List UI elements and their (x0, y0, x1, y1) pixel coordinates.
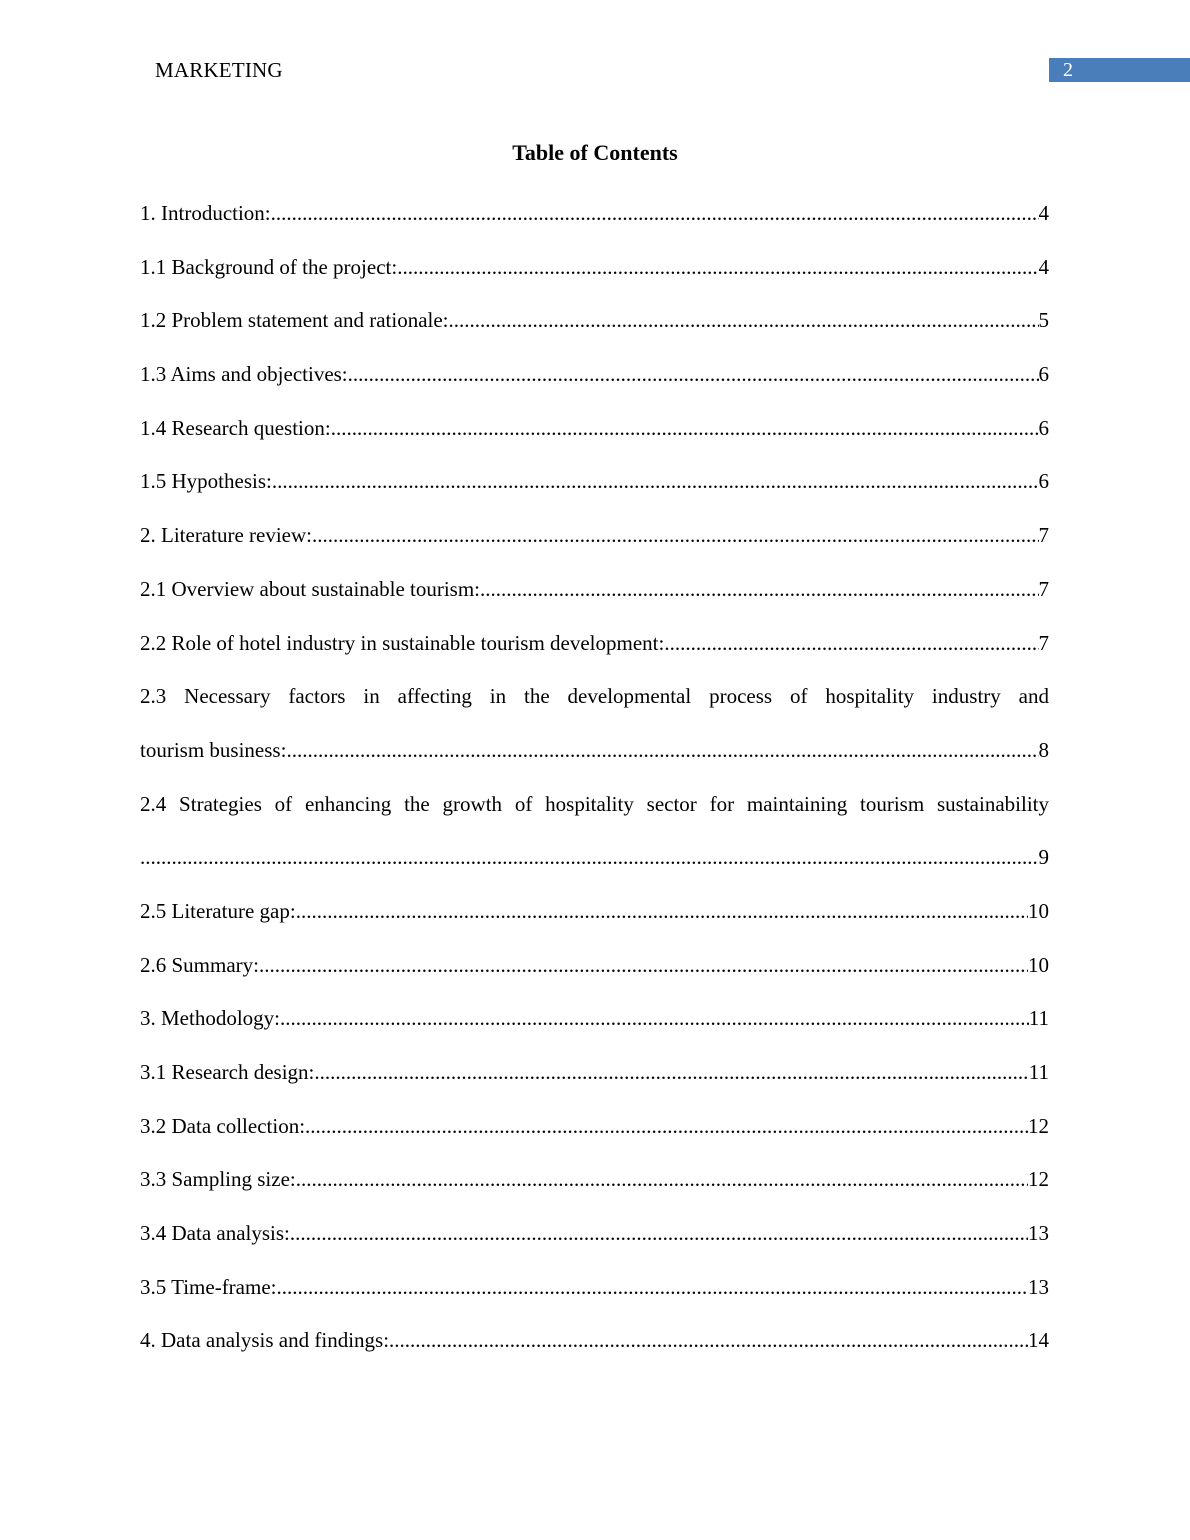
toc-entry-label: 3.2 Data collection: (140, 1113, 306, 1138)
toc-entry-page: 10 (1028, 952, 1049, 977)
table-of-contents (140, 196, 1049, 1377)
toc-entry-page: 6 (1038, 415, 1049, 440)
toc-entry[interactable] (140, 464, 1049, 518)
toc-entry-label: 3.4 Data analysis: (140, 1221, 290, 1246)
toc-entry[interactable] (140, 1323, 1049, 1377)
toc-entry-label: 3.1 Research design: (140, 1060, 315, 1084)
toc-entry-label: tourism business: (140, 737, 287, 762)
toc-entry-page: 13 (1028, 1274, 1049, 1299)
toc-entry-page: 4 (1038, 201, 1049, 225)
toc-entry-page: 6 (1038, 469, 1049, 494)
toc-entry[interactable] (140, 840, 1049, 894)
toc-entry[interactable] (140, 411, 1049, 465)
toc-leader-dots (259, 948, 1028, 982)
toc-entry-page: 7 (1038, 576, 1049, 601)
toc-leader-dots (290, 1216, 1028, 1250)
toc-entry[interactable] (140, 250, 1049, 304)
toc-entry[interactable] (140, 572, 1049, 626)
toc-entry[interactable] (140, 357, 1049, 411)
toc-entry[interactable] (140, 196, 1049, 250)
toc-leader-dots (305, 1109, 1028, 1143)
toc-entry-page: 7 (1038, 523, 1049, 548)
toc-entry-wrapped-line[interactable] (140, 679, 1049, 733)
running-header: MARKETING (155, 58, 283, 82)
toc-entry[interactable] (140, 626, 1049, 680)
toc-entry-page: 6 (1038, 362, 1049, 387)
toc-leader-dots (331, 411, 1039, 445)
toc-entry[interactable] (140, 948, 1049, 1002)
toc-leader-dots (664, 626, 1038, 660)
toc-entry[interactable] (140, 894, 1049, 948)
toc-entry-page: 4 (1038, 254, 1049, 279)
toc-entry-page: 5 (1038, 308, 1049, 333)
toc-entry-label: 2.5 Literature gap: (140, 898, 296, 923)
toc-entry-page: 12 (1028, 1113, 1049, 1138)
toc-entry-page: 14 (1028, 1328, 1049, 1353)
toc-entry-page: 9 (1038, 845, 1049, 870)
toc-entry-label: 3.3 Sampling size: (140, 1167, 296, 1192)
toc-entry[interactable] (140, 1109, 1049, 1163)
toc-entry[interactable] (140, 733, 1049, 787)
toc-entry[interactable] (140, 1162, 1049, 1216)
toc-leader-dots (271, 196, 1039, 230)
toc-leader-dots (312, 518, 1039, 552)
toc-entry-page: 13 (1028, 1221, 1049, 1246)
toc-leader-dots (296, 1162, 1028, 1196)
toc-entry-label: 1.3 Aims and objectives: (140, 362, 348, 387)
toc-entry-label: 2. Literature review: (140, 523, 312, 548)
toc-entry-label: 2.1 Overview about sustainable tourism: (140, 576, 481, 601)
toc-entry-label: 2.2 Role of hotel industry in sustainable tourism development: (140, 630, 665, 655)
toc-entry-page: 10 (1028, 898, 1049, 923)
toc-entry-label: 1. Introduction: (140, 201, 271, 225)
toc-leader-dots (280, 1001, 1029, 1035)
toc-entry[interactable] (140, 1055, 1049, 1109)
toc-entry-label: 1.4 Research question: (140, 415, 331, 440)
toc-entry-label: 1.5 Hypothesis: (140, 469, 272, 494)
toc-entry-page: 8 (1038, 737, 1049, 762)
toc-leader-dots (314, 1055, 1028, 1089)
toc-entry[interactable] (140, 1001, 1049, 1055)
toc-entry-wrapped-line[interactable] (140, 787, 1049, 841)
toc-entry-label: 1.2 Problem statement and rationale: (140, 308, 449, 333)
toc-entry-label: 2.6 Summary: (140, 952, 259, 977)
toc-leader-dots (296, 894, 1028, 928)
toc-entry-label: 4. Data analysis and findings: (140, 1328, 390, 1353)
toc-leader-dots (140, 840, 1039, 874)
toc-entry[interactable] (140, 303, 1049, 357)
toc-entry-page: 11 (1028, 1060, 1049, 1084)
toc-leader-dots (480, 572, 1038, 606)
toc-entry[interactable] (140, 518, 1049, 572)
toc-leader-dots (286, 733, 1038, 767)
toc-entry[interactable] (140, 1216, 1049, 1270)
toc-leader-dots (449, 303, 1039, 337)
toc-leader-dots (348, 357, 1039, 391)
toc-entry-label-line1: 2.3 Necessary factors in affecting in the developmental process of hospitality industry and (140, 684, 1049, 709)
toc-title: Table of Contents (512, 140, 678, 165)
toc-leader-dots (277, 1270, 1029, 1304)
toc-entry-label: 1.1 Background of the project: (140, 254, 398, 279)
toc-entry-label-line1: 2.4 Strategies of enhancing the growth of hospitality sector for maintaining tourism sustainability (140, 791, 1049, 816)
toc-leader-dots (397, 250, 1038, 284)
toc-leader-dots (389, 1323, 1028, 1357)
toc-entry-page: 12 (1028, 1167, 1049, 1192)
toc-entry-page: 7 (1038, 630, 1049, 655)
toc-entry-page: 11 (1028, 1006, 1049, 1031)
toc-entry[interactable] (140, 1270, 1049, 1324)
toc-entry-label: 3. Methodology: (140, 1006, 280, 1031)
toc-leader-dots (272, 464, 1039, 498)
toc-entry-label: 3.5 Time-frame: (140, 1274, 277, 1299)
page-number-badge: 2 (1049, 58, 1190, 82)
